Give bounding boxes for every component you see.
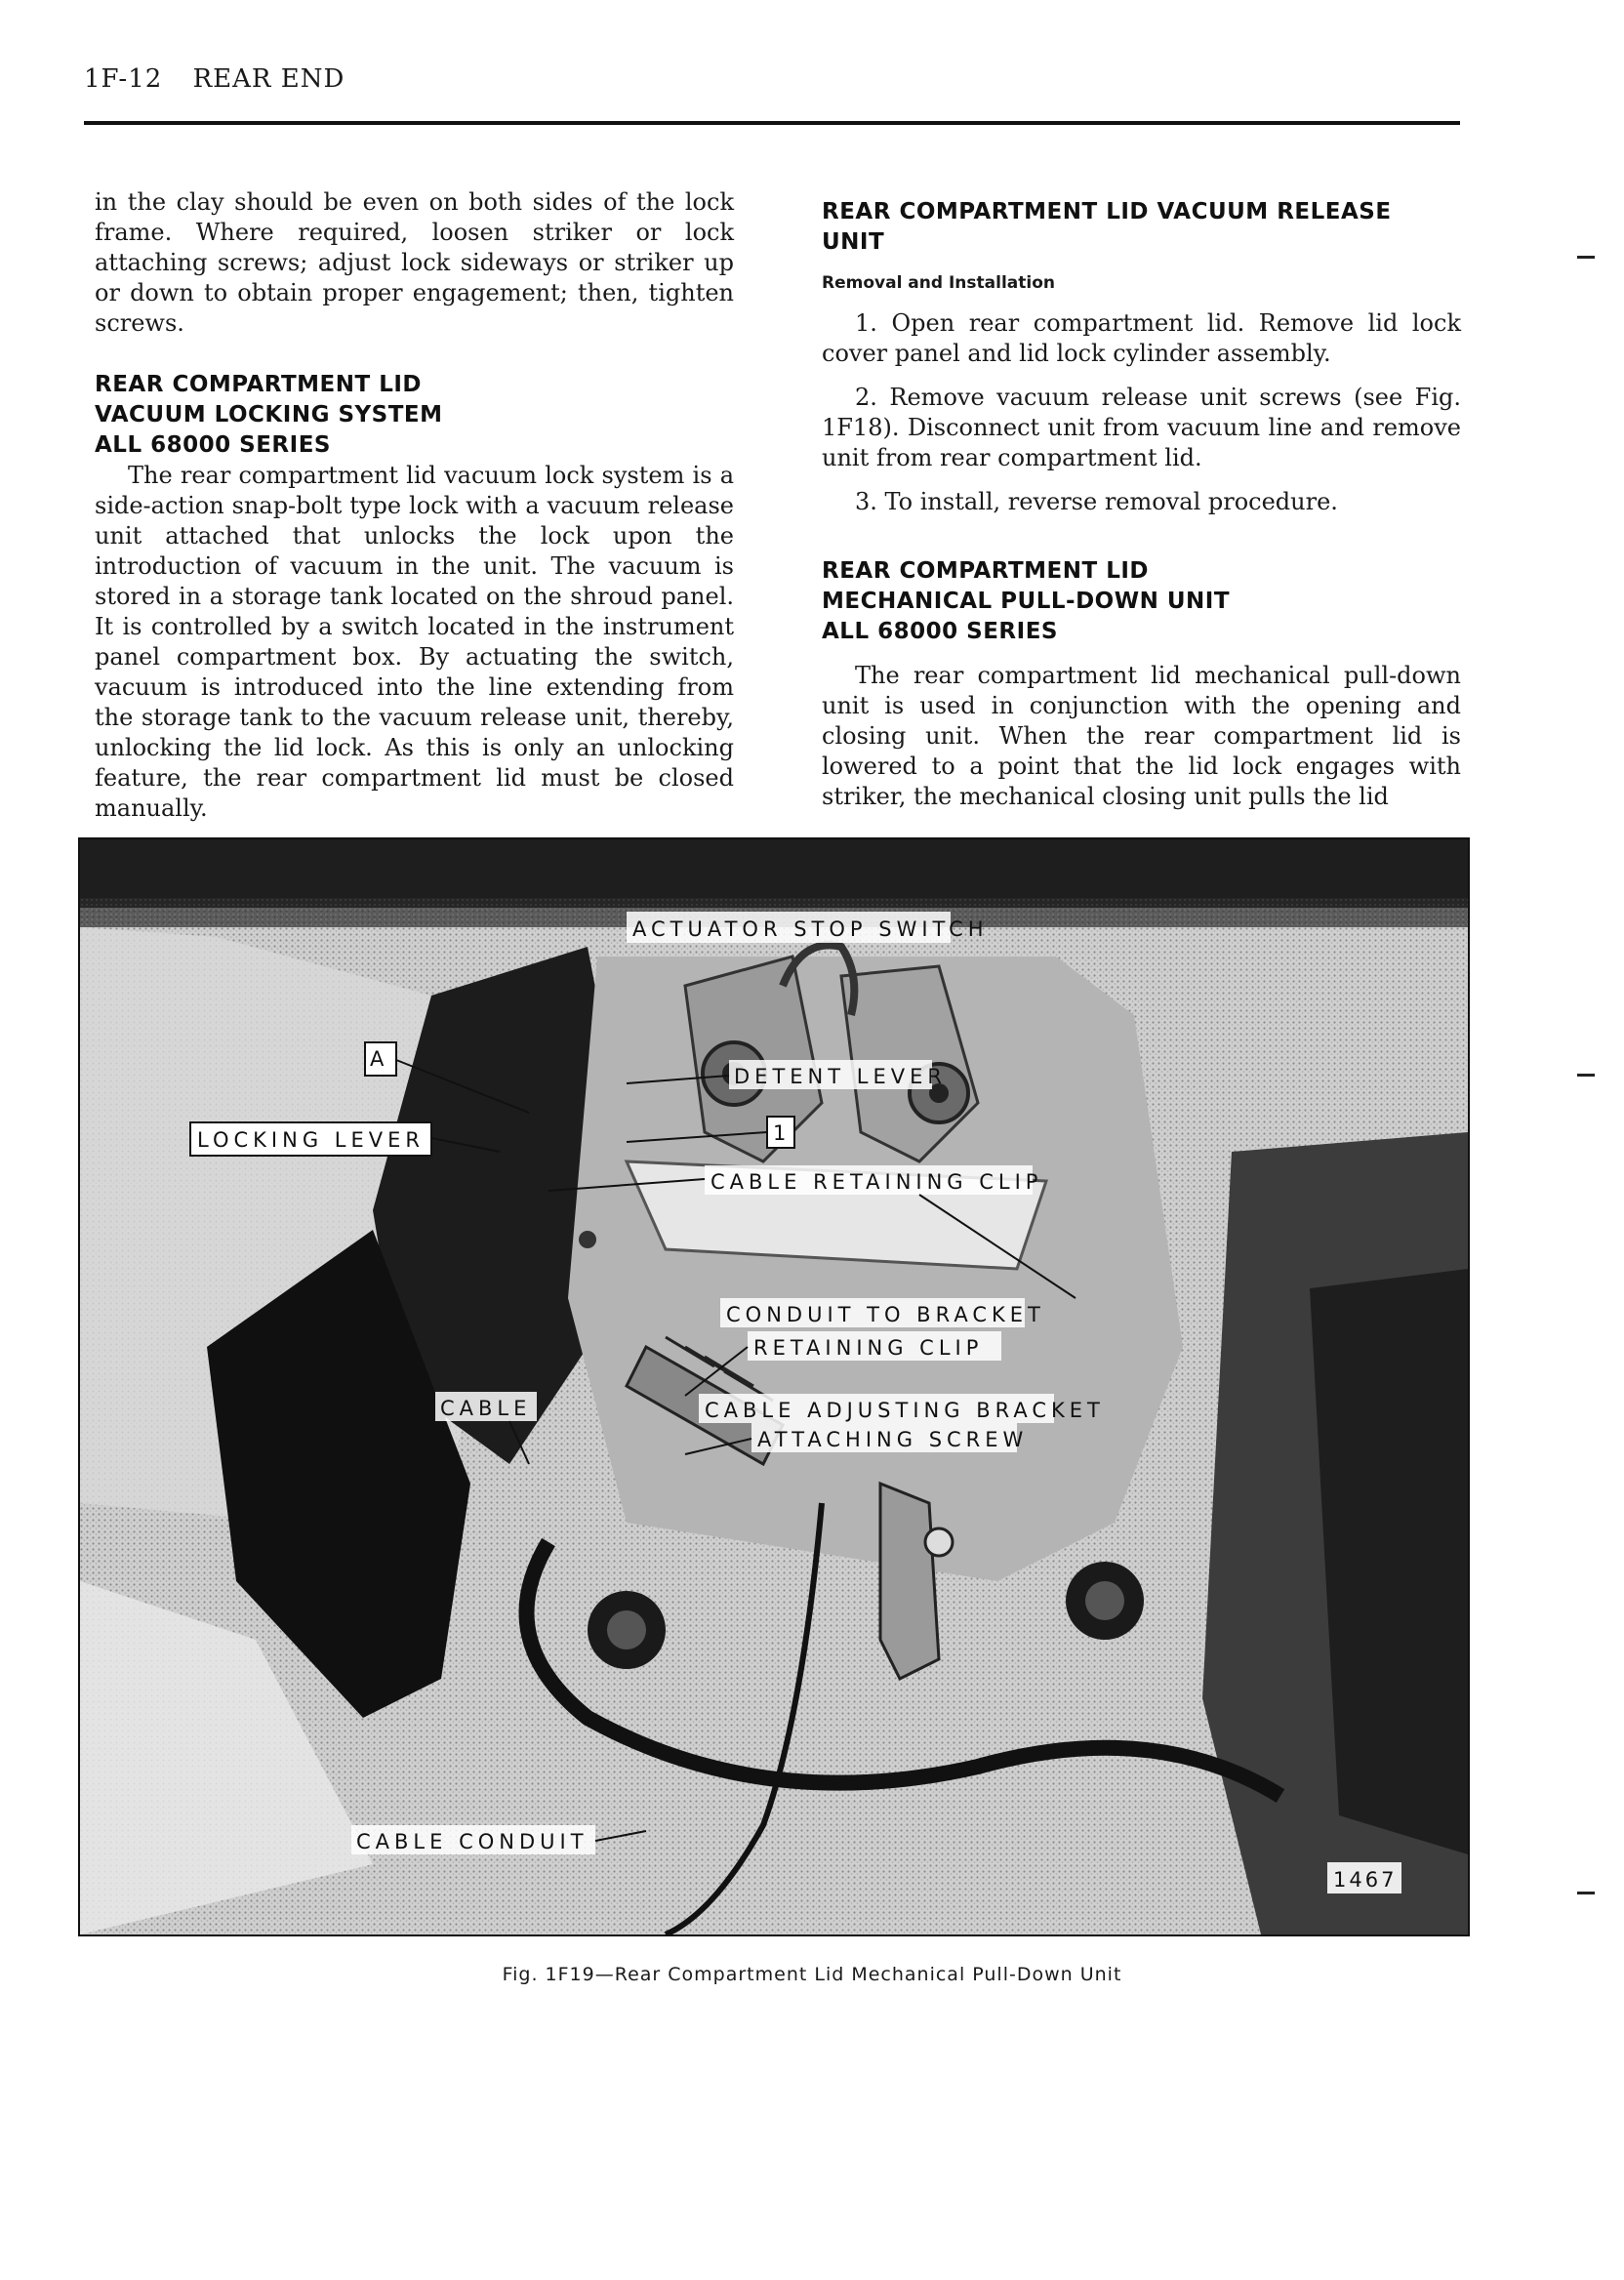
label-conduit-to-bracket (720, 1298, 1045, 1327)
figure-pull-down-unit (78, 837, 1470, 1936)
heading-vacuum-locking-1: REAR COMPARTMENT LID (95, 372, 423, 397)
page-header (84, 64, 345, 94)
svg-text:A: A (370, 1047, 389, 1071)
heading-pull-down-3: ALL 68000 SERIES (822, 619, 1058, 644)
svg-text:ATTACHING SCREW: ATTACHING SCREW (757, 1428, 1029, 1451)
heading-vacuum-locking-3: ALL 68000 SERIES (95, 432, 331, 458)
heading-vacuum-release: REAR COMPARTMENT LID VACUUM RELEASE UNIT (822, 199, 1392, 255)
svg-text:LOCKING LEVER: LOCKING LEVER (197, 1128, 425, 1152)
svg-text:CABLE: CABLE (440, 1397, 532, 1420)
label-figure-number (1327, 1862, 1401, 1893)
margin-tick (1577, 1074, 1595, 1077)
svg-text:CABLE ADJUSTING BRACKET: CABLE ADJUSTING BRACKET (705, 1399, 1105, 1422)
margin-tick (1577, 1892, 1595, 1894)
svg-text:DETENT LEVER: DETENT LEVER (734, 1065, 947, 1088)
right-column (822, 197, 1461, 812)
step-2: 2. Remove vacuum release unit screws (see Fig. 1F18). Disconnect unit from vacuum line and remove unit from rear compartment lid. (822, 384, 1461, 471)
section-title: REAR END (192, 64, 345, 94)
pull-down-unit-photo (80, 839, 1468, 1934)
svg-text:ACTUATOR STOP SWITCH: ACTUATOR STOP SWITCH (632, 917, 989, 941)
svg-text:1: 1 (773, 1121, 792, 1145)
pull-down-body: The rear compartment lid mechanical pull-down unit is used in conjunction with the opening and closing unit. When the rear compartment lid is lowered to a point that the lid lock engages with striker, the mechanical closing unit pulls the lid (822, 662, 1461, 810)
svg-text:CONDUIT TO BRACKET: CONDUIT TO BRACKET (726, 1303, 1045, 1326)
svg-text:RETAINING CLIP: RETAINING CLIP (753, 1336, 984, 1360)
intro-paragraph: in the clay should be even on both sides of the lock frame. Where required, loosen striker or lock attaching screws; adjust lock sideways or striker up or down to obtain proper engagement; then, tighten screws. (95, 188, 734, 337)
page-number: 1F-12 (84, 64, 163, 94)
svg-text:CABLE RETAINING CLIP: CABLE RETAINING CLIP (710, 1170, 1043, 1194)
svg-text:1467: 1467 (1333, 1868, 1398, 1892)
label-cable-adjusting-bracket (699, 1394, 1105, 1423)
margin-tick (1577, 256, 1595, 259)
vacuum-lock-body: The rear compartment lid vacuum lock system is a side-action snap-bolt type lock with a vacuum release unit attached that unlocks the lock upon the introduction of vacuum in the unit. The vacuum is stored in a storage tank located on the shroud panel. It is controlled by a switch located in the instrument panel compartment box. By actuating the switch, vacuum is introduced into the line extending from the storage tank to the vacuum release unit, thereby, unlocking the lid lock. As this is only an unlocking feature, the rear compartment lid must be closed manually. (95, 462, 734, 822)
heading-pull-down-1: REAR COMPARTMENT LID (822, 558, 1150, 584)
subheading-removal: Removal and Installation (822, 273, 1055, 293)
heading-vacuum-locking-2: VACUUM LOCKING SYSTEM (95, 402, 443, 428)
step-1: 1. Open rear compartment lid. Remove lid lock cover panel and lid lock cylinder assembly. (822, 309, 1461, 367)
svg-text:CABLE CONDUIT: CABLE CONDUIT (356, 1830, 589, 1853)
heading-pull-down-2: MECHANICAL PULL-DOWN UNIT (822, 589, 1231, 614)
left-column (95, 187, 734, 824)
figure-caption: Fig. 1F19—Rear Compartment Lid Mechanical Pull-Down Unit (502, 1964, 1122, 1985)
step-3: 3. To install, reverse removal procedure. (855, 488, 1338, 515)
label-actuator-stop-switch (627, 912, 989, 943)
header-rule (84, 121, 1460, 125)
